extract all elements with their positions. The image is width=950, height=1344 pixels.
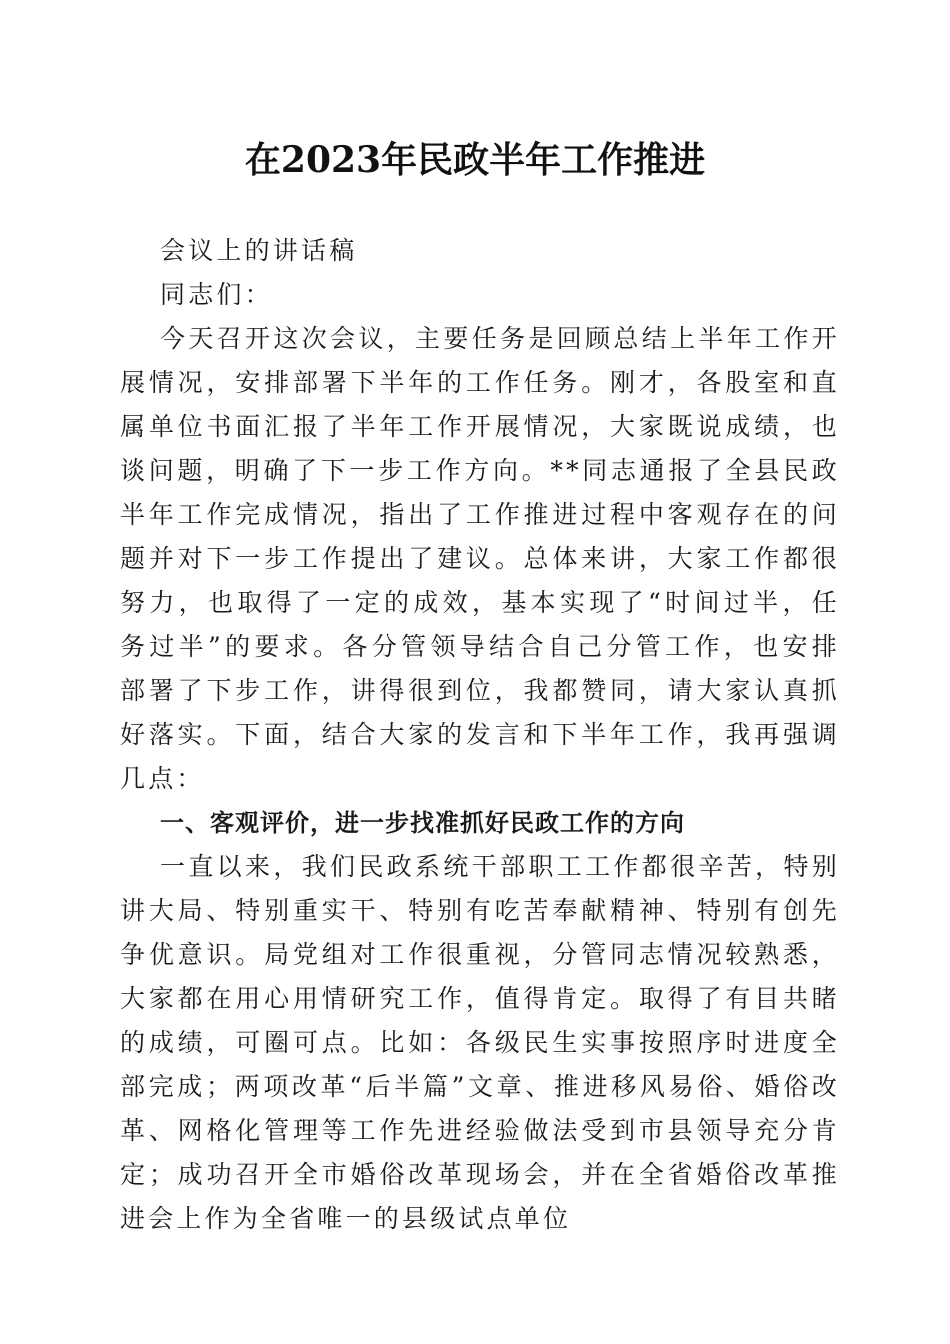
intro-paragraph: 今天召开这次会议，主要任务是回顾总结上半年工作开展情况，安排部署下半年的工作任务。刚才，各股室和直属单位书面汇报了半年工作开展情况，大家既说成绩，也谈问题，明确了下一步工作方向。**同志通报了全县民政半年工作完成情况，指出了工作推进过程中客观存在的问题并对下一步工作提出了建议。总体来讲，大家工作都很努力，也取得了一定的成效，基本实现了“时间过半，任务过半”的要求。各分管领导结合自己分管工作，也安排部署了下步工作，讲得很到位，我都赞同，请大家认真抓好落实。下面，结合大家的发言和下半年工作，我再强调几点： — [120, 324, 840, 793]
subtitle: 会议上的讲话稿 — [160, 236, 358, 265]
section-paragraph: 一直以来，我们民政系统干部职工工作都很辛苦，特别讲大局、特别重实干、特别有吃苦奉献精神、特别有创先争优意识。局党组对工作很重视，分管同志情况较熟悉，大家都在用心用情研究工作，值得肯定。取得了有目共睹的成绩，可圈可点。比如：各级民生实事按照序时进度全部完成；两项改革“后半篇”文章、推进移风易俗、婚俗改革、网格化管理等工作先进经验做法受到市县领导充分肯定；成功召开全市婚俗改革现场会，并在全省婚俗改革推进会上作为全省唯一的县级试点单位 — [120, 852, 840, 1233]
document-title: 在2023年民政半年工作推进 — [244, 139, 706, 181]
document-body — [120, 229, 840, 1241]
section-heading: 一、客观评价，进一步找准抓好民政工作的方向 — [160, 809, 685, 837]
salutation: 同志们： — [160, 280, 273, 309]
